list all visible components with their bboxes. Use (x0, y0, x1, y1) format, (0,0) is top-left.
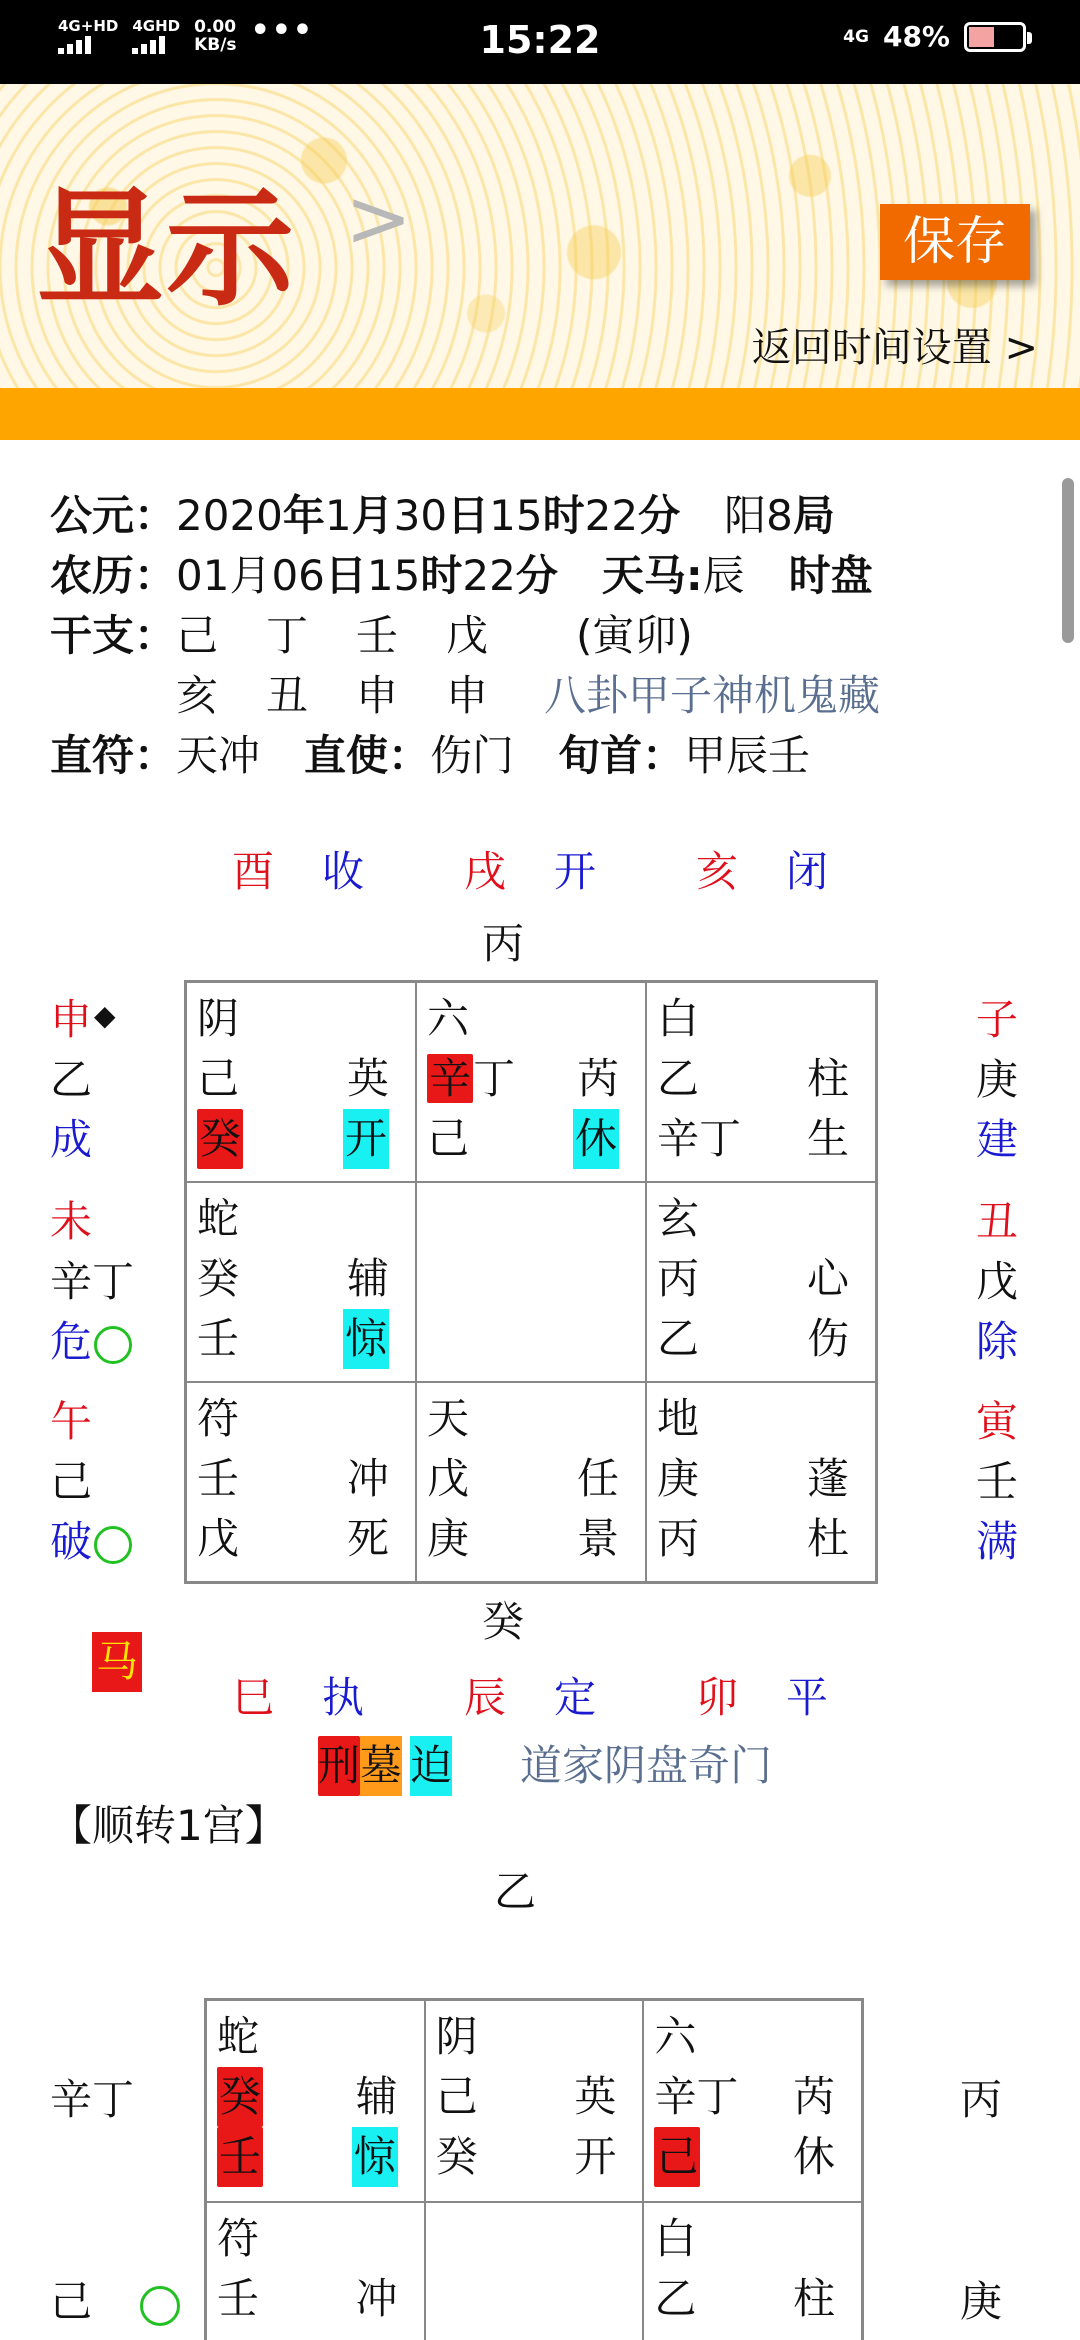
palace-cell[interactable]: 白 乙 柱 (643, 2202, 862, 2340)
palace-cell[interactable]: 六 辛丁 芮 己 休 (416, 982, 646, 1182)
chevron-right-icon: > (345, 172, 413, 265)
branch-row: 亥 丑 申 申 八卦甲子神机鬼藏 (50, 666, 880, 726)
palace-cell-center[interactable] (425, 2202, 644, 2340)
palace-cell[interactable]: 阴 己 英 癸 开 (186, 982, 416, 1182)
clock: 15:22 (479, 18, 601, 62)
ad-text[interactable]: 八卦甲子神机鬼藏 (544, 671, 881, 720)
palace-grid-1 (184, 980, 878, 1584)
rotation-mode: 【顺转1宫】 (50, 1801, 287, 1850)
ganzhi-row: 干支： 己 丁 壬 戊 (寅卯) (50, 611, 693, 660)
gregorian-row: 公元： 2020 年 1 月 30 日 15 时 22 分 阳8 局 (50, 491, 835, 540)
duty-row: 直符： 天冲 直使： 伤门 旬首： 甲辰壬 (50, 731, 811, 780)
palace-cell[interactable]: 符 壬 冲 戊 死 (186, 1382, 416, 1582)
palace-grid-2 (204, 1998, 864, 2340)
palace-cell[interactable]: 阴 己 英 癸 开 (425, 2000, 644, 2202)
palace-cell[interactable]: 蛇 癸 辅 壬 惊 (186, 1182, 416, 1382)
header-divider (0, 388, 1080, 440)
battery-icon (964, 22, 1026, 52)
circle-icon (94, 1526, 132, 1564)
status-bar (0, 0, 1080, 84)
network-type: 4G (843, 26, 869, 47)
palace-cell[interactable]: 天 戊 任 庚 景 (416, 1382, 646, 1582)
page-title: 显示 (36, 174, 297, 324)
horse-badge: 马 (92, 1632, 142, 1692)
back-to-time-settings-link[interactable]: 返回时间设置 > (751, 325, 1038, 371)
ad-text-2[interactable]: 道家阴盘奇门 (520, 1741, 773, 1790)
palace-cell[interactable]: 六 辛丁 芮 己 休 (643, 2000, 862, 2202)
header-banner (0, 84, 1080, 390)
palace-cell-center[interactable] (416, 1182, 646, 1382)
scrollbar[interactable] (1062, 478, 1074, 643)
signal-1: 4G+HD (58, 19, 118, 54)
chart-info (50, 486, 880, 786)
lunar-row: 农历： 01月06 日 15 时 22 分 天马: 辰 时盘 (50, 551, 873, 600)
circle-icon (94, 1326, 132, 1364)
palace-cell[interactable]: 地 庚 蓬 丙 杜 (646, 1382, 876, 1582)
more-icon: ••• (250, 12, 315, 48)
palace-cell[interactable]: 蛇 癸 辅 壬 惊 (206, 2000, 425, 2202)
status-tags: 刑 墓 迫 (318, 1736, 452, 1796)
battery-percent: 48% (882, 20, 950, 53)
network-speed: 0.00 KB/s (194, 17, 237, 55)
diamond-icon: ◆ (94, 999, 116, 1032)
palace-cell[interactable]: 符 壬 冲 (206, 2202, 425, 2340)
circle-icon (140, 2286, 180, 2326)
palace-cell[interactable]: 白 乙 柱 辛丁 生 (646, 982, 876, 1182)
save-button[interactable]: 保存 (880, 204, 1030, 280)
signal-2: 4GHD (132, 19, 180, 54)
palace-cell[interactable]: 玄 丙 心 乙 伤 (646, 1182, 876, 1382)
